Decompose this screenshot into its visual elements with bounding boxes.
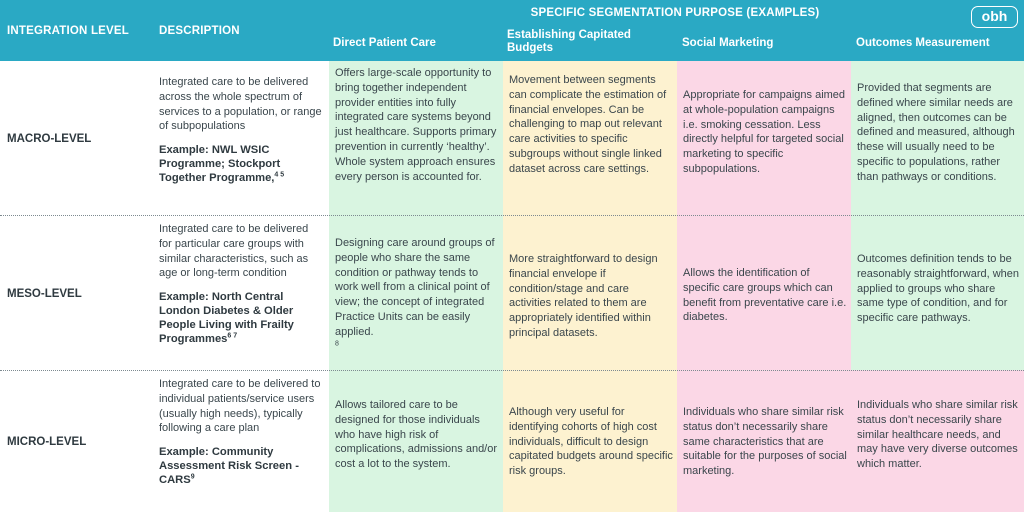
header-capitated-budgets: Establishing Capitated Budgets bbox=[507, 29, 631, 54]
table-row-macro bbox=[0, 61, 1024, 215]
table-row-micro bbox=[0, 370, 1024, 512]
table-header bbox=[0, 0, 1024, 61]
cell-macro-social bbox=[677, 61, 851, 215]
cell-meso-direct-care bbox=[329, 215, 503, 370]
row-divider bbox=[0, 370, 1024, 371]
header-purpose: SPECIFIC SEGMENTATION PURPOSE (EXAMPLES) bbox=[530, 7, 820, 19]
cell-text: Designing care around groups of people who share the same condition or pathway tends to work well from a clinical point of view; the concept of integrated Practice Units can be easily applied. bbox=[335, 237, 495, 338]
cell-macro-outcomes bbox=[851, 61, 1024, 215]
cell-text: Individuals who share similar risk status don’t necessarily share same characteristics that are suitable for the purposes of social marketing. bbox=[683, 406, 847, 478]
example-macro bbox=[159, 143, 324, 185]
example-meso bbox=[159, 290, 324, 346]
description-text: Integrated care to be delivered for particular care groups with similar characteristics, such as age or long-term condition bbox=[159, 223, 309, 280]
description-text: Integrated care to be delivered to individual patients/service users (usually high needs), typically following a care plan bbox=[159, 378, 321, 435]
cell-meso-social bbox=[677, 215, 851, 370]
header-description: DESCRIPTION bbox=[159, 25, 240, 37]
header-integration-level: INTEGRATION LEVEL bbox=[7, 25, 130, 37]
description-micro bbox=[159, 377, 324, 487]
description-macro bbox=[159, 75, 324, 185]
cell-text: Outcomes definition tends to be reasonably straightforward, when applied to groups who share same type of condition, and for specific care pathways. bbox=[857, 253, 1020, 325]
level-label-macro: MACRO-LEVEL bbox=[7, 133, 92, 145]
footnote-ref: 6 7 bbox=[227, 332, 238, 340]
cell-micro-budgets bbox=[503, 370, 677, 512]
table-row-meso bbox=[0, 215, 1024, 370]
example-text: Example: NWL WSIC Programme; Stockport Together Programme, bbox=[159, 144, 281, 185]
cell-macro-direct-care bbox=[329, 61, 503, 215]
cell-micro-social bbox=[677, 370, 851, 512]
description-text: Integrated care to be delivered across the whole spectrum of services to a population, or range of subpopulations bbox=[159, 76, 322, 133]
example-text: Example: North Central London Diabetes & Older People Living with Frailty Programmes bbox=[159, 291, 294, 346]
cell-text: Allows the identification of specific care groups which can benefit from preventative care i.e. diabetes. bbox=[683, 267, 847, 324]
level-label-meso: MESO-LEVEL bbox=[7, 288, 82, 300]
header-social-marketing: Social Marketing bbox=[682, 37, 774, 49]
cell-text: Allows tailored care to be designed for those individuals who have high risk of complications, admissions and/or cost a lot to the system. bbox=[335, 399, 498, 471]
cell-meso-outcomes bbox=[851, 215, 1024, 370]
cell-text: Offers large-scale opportunity to bring together independent provider entities into fully integrated care systems beyond just healthcare. Supports primary prevention in currently ‘healthy’. Whole system approach ensures every person is accounted for. bbox=[335, 67, 497, 183]
cell-text: Individuals who share similar risk status don’t necessarily share similar healthcare needs, and may have very diverse outcomes which matter. bbox=[857, 399, 1018, 471]
header-outcomes-measurement: Outcomes Measurement bbox=[856, 37, 990, 49]
obh-logo: obh bbox=[971, 6, 1018, 28]
cell-micro-outcomes bbox=[851, 370, 1024, 512]
cell-text: More straightforward to design financial envelope if condition/stage and care activities related to them are appropriately identified within principal datasets. bbox=[509, 253, 658, 339]
row-divider bbox=[0, 215, 1024, 216]
cell-text-wrap bbox=[335, 236, 499, 354]
footnote-ref: 4 5 bbox=[274, 171, 285, 179]
description-meso bbox=[159, 222, 324, 346]
cell-macro-budgets bbox=[503, 61, 677, 215]
header-direct-patient-care: Direct Patient Care bbox=[333, 37, 436, 49]
cell-text: Provided that segments are defined where similar needs are aligned, then outcomes can be defined and measured, although these will usually need to be specific to populations, rather than pathways or conditions. bbox=[857, 82, 1015, 183]
cell-text: Movement between segments can complicate the estimation of financial envelopes. Can be challenging to map out relevant care activities to specific subgroups without single linked dataset across care settings. bbox=[509, 74, 667, 175]
cell-micro-direct-care bbox=[329, 370, 503, 512]
example-micro bbox=[159, 445, 324, 487]
example-text: Example: Community Assessment Risk Screen - CARS bbox=[159, 446, 299, 487]
level-label-micro: MICRO-LEVEL bbox=[7, 436, 87, 448]
footnote-ref: 8 bbox=[335, 339, 339, 347]
cell-meso-budgets bbox=[503, 215, 677, 370]
cell-text: Although very useful for identifying cohorts of high cost individuals, difficult to design capitated budgets around specific risk groups. bbox=[509, 406, 673, 478]
cell-text: Appropriate for campaigns aimed at whole-population campaigns i.e. smoking cessation. Less directly helpful for targeted social marketing to specific subpopulations. bbox=[683, 89, 846, 175]
footnote-ref: 9 bbox=[190, 473, 195, 481]
